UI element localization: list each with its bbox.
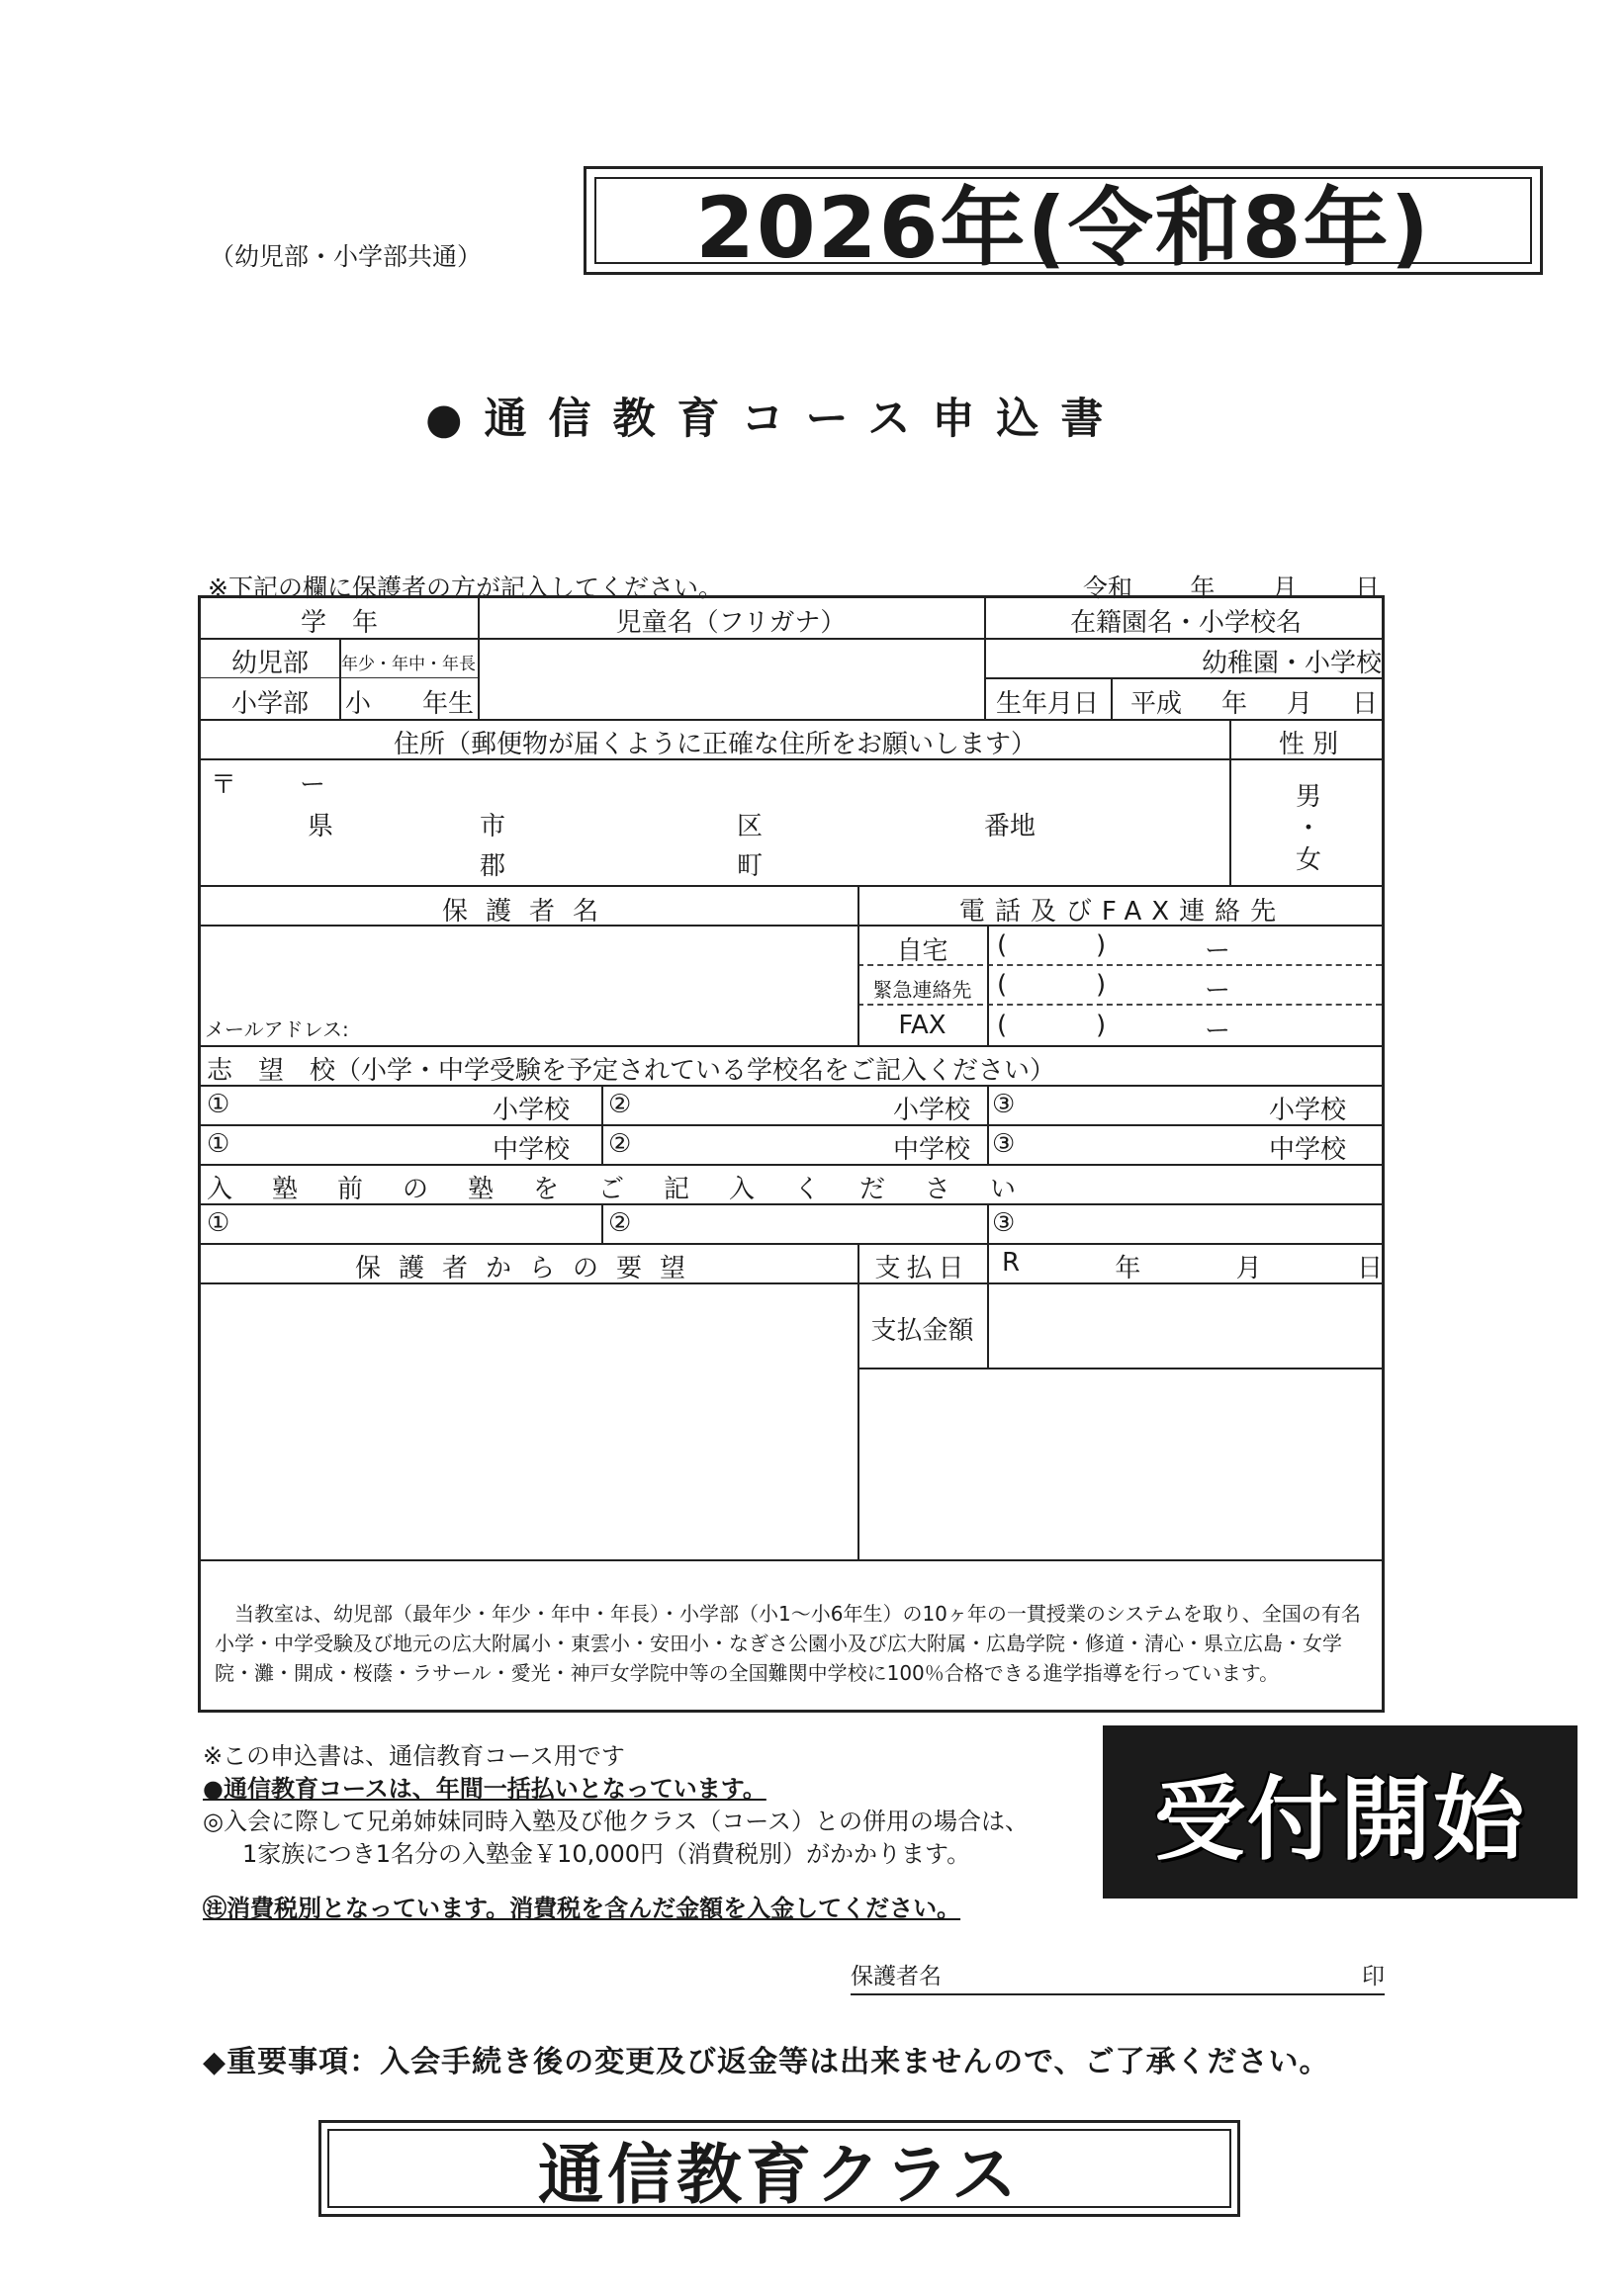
target-elem-1[interactable]: 小学校	[493, 1096, 571, 1125]
note-line-2: ●通信教育コースは、年間一括払いとなっています。	[203, 1775, 766, 1803]
requests-field[interactable]	[203, 1284, 856, 1557]
birth-date-field[interactable]	[1130, 683, 1378, 720]
signature-label: 保護者名	[851, 1964, 942, 1989]
important-notice: ◆重要事項：入会手続き後の変更及び返金等は出来ませんので、ご了承ください。	[203, 2045, 1330, 2079]
payment-date-field[interactable]	[1002, 1248, 1383, 1284]
kindergarten-options[interactable]: 年少・年中・年長	[341, 655, 476, 674]
date-year: 年	[1190, 574, 1216, 602]
paren-open: (	[997, 970, 1008, 1000]
home-label: 自宅	[896, 936, 948, 966]
gun-label: 郡	[480, 851, 506, 881]
emergency-label: 緊急連絡先	[872, 978, 972, 1002]
payment-amount-field[interactable]	[989, 1284, 1385, 1366]
reception-open-stamp	[1103, 1725, 1578, 1899]
guardian-name-field[interactable]	[203, 928, 856, 1008]
town-label: 町	[737, 851, 764, 881]
paren-open: (	[997, 930, 1008, 960]
stamp-text: 受付開始	[1153, 1766, 1526, 1873]
child-name-field[interactable]	[480, 640, 982, 719]
target-jhs-1-num: ①	[207, 1129, 230, 1159]
birth-month: 月	[1286, 689, 1312, 719]
class-box	[318, 2120, 1240, 2217]
birth-year: 年	[1220, 689, 1247, 719]
prior-school-header: 入塾前の塾をご記入ください	[207, 1175, 1056, 1204]
notes	[203, 1740, 1029, 1925]
phone-header: 電話及びFAX連絡先	[958, 897, 1287, 927]
payment-date-label: 支払日	[874, 1254, 970, 1283]
prior-school-2[interactable]: ②	[608, 1208, 632, 1238]
email-label: メールアドレス:	[205, 1017, 349, 1041]
child-name-header: 児童名（フリガナ）	[615, 608, 847, 638]
birth-day: 日	[1351, 689, 1378, 719]
gender-male[interactable]: 男	[1295, 782, 1321, 812]
payment-year: 年	[1115, 1254, 1141, 1283]
date-day: 日	[1354, 574, 1380, 602]
postal-mark: 〒	[211, 770, 237, 800]
paren-close: )	[1096, 1011, 1107, 1040]
fax-field[interactable]	[997, 1011, 1383, 1046]
elementary-label: 小学部	[230, 689, 309, 719]
prior-school-1[interactable]: ①	[207, 1208, 230, 1238]
ward-label: 区	[737, 812, 764, 841]
note-tax: ㊟消費税別となっています。消費税を含んだ金額を入金してください。	[203, 1895, 961, 1922]
grade-header: 学 年	[300, 608, 378, 638]
seal-mark: 印	[1362, 1964, 1385, 1989]
payment-era: R	[1002, 1248, 1021, 1278]
paren-close: )	[1096, 930, 1107, 960]
school-suffix: 幼稚園・小学校	[1201, 649, 1382, 678]
page-title: ●通信教育コース申込書	[425, 395, 1126, 444]
class-name: 通信教育クラス	[327, 2129, 1231, 2208]
birth-label: 生年月日	[995, 689, 1099, 719]
form-instruction: ※下記の欄に保護者の方が記入してください。	[208, 574, 723, 602]
gender-female[interactable]: 女	[1295, 845, 1321, 875]
address-header: 住所（郵便物が届くように正確な住所をお願いします）	[393, 730, 1037, 759]
year-box	[584, 166, 1543, 278]
postal-dash[interactable]: ー	[300, 770, 326, 800]
payment-day: 日	[1356, 1254, 1383, 1283]
target-jhs-1[interactable]: 中学校	[493, 1135, 571, 1165]
application-form	[198, 595, 1385, 1713]
target-jhs-3-num: ③	[992, 1129, 1016, 1159]
pref-label: 県	[308, 812, 334, 841]
kindergarten-label: 幼児部	[230, 649, 309, 678]
requests-header: 保護者からの要望	[354, 1254, 703, 1283]
fax-label: FAX	[898, 1011, 947, 1040]
target-elem-2[interactable]: 小学校	[893, 1096, 971, 1125]
note-line-3: ◎入会に際して兄弟姉妹同時入塾及び他クラス（コース）との併用の場合は、	[203, 1808, 1030, 1835]
prior-school-3[interactable]: ③	[992, 1208, 1016, 1238]
paren-close: )	[1096, 970, 1107, 1000]
target-elem-2-num: ②	[608, 1090, 632, 1119]
elementary-grade-field[interactable]: 小 年生	[345, 689, 475, 719]
phone-dash: ー	[1205, 1016, 1231, 1046]
target-jhs-2[interactable]: 中学校	[893, 1135, 971, 1165]
birth-era: 平成	[1130, 689, 1183, 719]
payment-month: 月	[1235, 1254, 1262, 1283]
banchi-label: 番地	[984, 812, 1037, 841]
gender-dot: ・	[1295, 814, 1321, 843]
phone-dash: ー	[1205, 936, 1231, 966]
target-elem-3[interactable]: 小学校	[1269, 1096, 1347, 1125]
year-title: 2026年(令和8年)	[594, 177, 1532, 264]
target-elem-3-num: ③	[992, 1090, 1016, 1119]
emergency-phone-field[interactable]	[997, 970, 1383, 1006]
guardian-header: 保護者名	[441, 897, 616, 927]
date-month: 月	[1272, 574, 1298, 602]
school-header: 在籍園名・小学校名	[1069, 608, 1302, 638]
city-label: 市	[480, 812, 506, 841]
date-era: 令和	[1083, 574, 1133, 602]
home-phone-field[interactable]	[997, 930, 1383, 966]
note-line-4: 1家族につき1名分の入塾金￥10,000円（消費税別）がかかります。	[242, 1840, 971, 1868]
target-jhs-2-num: ②	[608, 1129, 632, 1159]
scope-note: （幼児部・小学部共通）	[210, 242, 483, 271]
target-school-header: 志 望 校（小学・中学受験を予定されている学校名をご記入ください）	[207, 1056, 1056, 1086]
guardian-signature-line[interactable]	[851, 1958, 1385, 1995]
phone-dash: ー	[1205, 976, 1231, 1006]
paren-open: (	[997, 1011, 1008, 1040]
payment-amount-label: 支払金額	[870, 1316, 974, 1346]
target-jhs-3[interactable]: 中学校	[1269, 1135, 1347, 1165]
gender-header: 性 別	[1278, 730, 1339, 759]
note-line-1: ※この申込書は、通信教育コース用です	[203, 1742, 625, 1770]
school-description: 当教室は、幼児部（最年少・年少・年中・年長）・小学部（小1～小6年生）の10ヶ年の一貫授業のシステムを取り、全国の有名小学・中学受験及び地元の広大附属小・東雲小・安田小・なぎさ公園小及び広大附属・広島学院・修道・清心・県立広島・女学院・灘・開成・桜蔭・ラサール・愛光・神戸女学院中等の全国難関中学校に100％合格できる進学指導を行っています。	[215, 1602, 1361, 1685]
target-elem-1-num: ①	[207, 1090, 230, 1119]
